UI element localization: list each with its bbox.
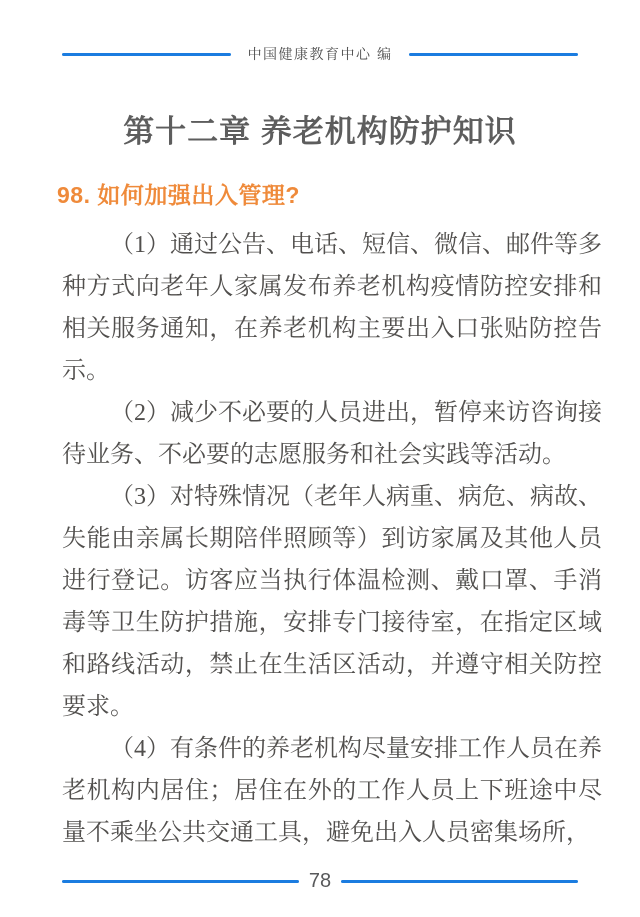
running-header bbox=[62, 45, 578, 63]
footer-rule-right bbox=[341, 880, 578, 883]
body-paragraph: （1）通过公告、电话、短信、微信、邮件等多种方式向老年人家属发布养老机构疫情防控安排和相关服务通知，在养老机构主要出入口张贴防控告示。 bbox=[62, 232, 602, 384]
body-paragraph: （3）对特殊情况（老年人病重、病危、病故、失能由亲属长期陪伴照顾等）到访家属及其他人员进行登记。访客应当执行体温检测、戴口罩、手消毒等卫生防护措施，安排专门接待室，在指定区域和路线活动，禁止在生活区活动，并遵守相关防控要求。 bbox=[62, 484, 602, 720]
footer-rule-left bbox=[62, 880, 299, 883]
header-rule-right bbox=[409, 53, 578, 56]
body-paragraph: （2）减少不必要的人员进出，暂停来访咨询接待业务、不必要的志愿服务和社会实践等活动。 bbox=[62, 400, 602, 468]
header-rule-left bbox=[62, 53, 231, 56]
body-paragraph: （4）有条件的养老机构尽量安排工作人员在养老机构内居住；居住在外的工作人员上下班途中尽量不乘坐公共交通工具，避免出入人员密集场所， bbox=[62, 736, 602, 846]
page-number: 78 bbox=[308, 869, 332, 892]
section-heading: 98. 如何加强出入管理? bbox=[57, 182, 300, 208]
body-text-block bbox=[62, 224, 602, 854]
publisher-credit: 中国健康教育中心 编 bbox=[247, 46, 393, 62]
page-footer bbox=[62, 869, 578, 893]
chapter-title: 第十二章 养老机构防护知识 bbox=[123, 114, 517, 149]
